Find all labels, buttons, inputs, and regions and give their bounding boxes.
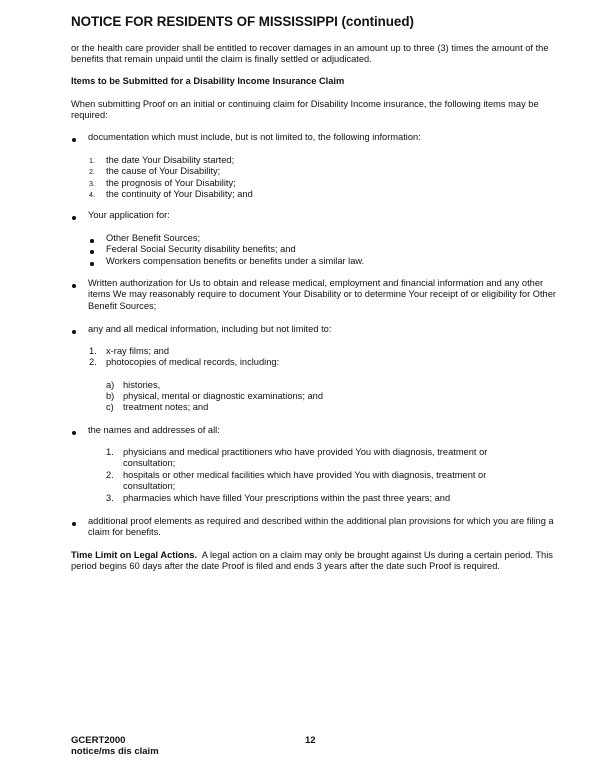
sub-item-text: the cause of Your Disability;	[106, 166, 221, 176]
list-item-text: any and all medical information, including but not limited to:	[88, 324, 332, 334]
sub-item-text: x-ray films; and	[106, 346, 170, 356]
footer-form-code: GCERT2000	[71, 735, 126, 746]
time-limit-text: A legal action on a claim may only be brought against Us during a certain period. This period begins 60 days after the date Proof is filed and ends 3 years after the date such Proof is required.	[71, 550, 553, 572]
list-marker: 1.	[89, 156, 95, 165]
list-marker: 3.	[106, 493, 114, 503]
list-marker: 1.	[106, 447, 114, 457]
list-item-text: additional proof elements as required and described within the additional plan provisions for which you are filing a claim for benefits.	[88, 516, 554, 538]
sub-item-text: hospitals or other medical facilities which have provided You with diagnosis, treatment or consultation;	[123, 470, 487, 492]
bullet-icon	[72, 138, 76, 142]
sub-item-text: physicians and medical practitioners who have provided You with diagnosis, treatment or consultation;	[123, 447, 488, 469]
bullet-icon	[72, 431, 76, 435]
bullet-icon	[72, 284, 76, 288]
sub-item-text: the continuity of Your Disability; and	[106, 189, 253, 199]
list-marker: 2.	[89, 167, 95, 176]
page-title: NOTICE FOR RESIDENTS OF MISSISSIPPI (continued)	[71, 14, 414, 29]
list-marker: 4.	[89, 190, 95, 199]
sub-item-text: pharmacies which have filled Your prescriptions within the past three years; and	[123, 493, 451, 503]
time-limit-paragraph	[71, 550, 561, 573]
list-marker: 3.	[89, 179, 95, 188]
bullet-icon	[72, 216, 76, 220]
bullet-icon	[72, 330, 76, 334]
section-intro: When submitting Proof on an initial or continuing claim for Disability Income insurance, the following items may be required:	[71, 99, 539, 121]
footer-form-name: notice/ms dis claim	[71, 746, 159, 757]
list-marker: 1.	[89, 346, 97, 356]
sub-item-text: photocopies of medical records, including:	[106, 357, 280, 367]
list-item-text: Written authorization for Us to obtain and release medical, employment and financial information and any other items We may reasonably require to document Your Disability or to determine Your receipt of or eligibility for Other Benefit Sources;	[88, 278, 556, 311]
list-marker: a)	[106, 380, 115, 390]
sub-item-text: the date Your Disability started;	[106, 155, 235, 165]
list-item-text: Your application for:	[88, 210, 170, 220]
sub-item-text: Federal Social Security disability benefits; and	[106, 244, 296, 254]
section-heading: Items to be Submitted for a Disability Income Insurance Claim	[71, 76, 345, 86]
bullet-icon	[90, 250, 94, 254]
sub-item-text: the prognosis of Your Disability;	[106, 178, 236, 188]
bullet-icon	[90, 262, 94, 266]
bullet-icon	[90, 239, 94, 243]
list-marker: 2.	[89, 357, 97, 367]
sub-item-text: Other Benefit Sources;	[106, 233, 201, 243]
sub-sub-item-text: treatment notes; and	[123, 402, 209, 412]
footer-page-number: 12	[305, 735, 316, 746]
list-marker: c)	[106, 402, 114, 412]
sub-sub-item-text: histories,	[123, 380, 161, 390]
list-marker: 2.	[106, 470, 114, 480]
list-item-text: documentation which must include, but is not limited to, the following information:	[88, 132, 421, 142]
sub-item-text: Workers compensation benefits or benefits under a similar law.	[106, 256, 365, 266]
sub-sub-item-text: physical, mental or diagnostic examinations; and	[123, 391, 323, 401]
intro-paragraph: or the health care provider shall be entitled to recover damages in an amount up to three (3) times the amount of the benefits that remain unpaid until the claim is finally settled or adjudicated.	[71, 43, 549, 65]
time-limit-heading: Time Limit on Legal Actions.	[71, 550, 198, 560]
list-item-text: the names and addresses of all:	[88, 425, 220, 435]
list-marker: b)	[106, 391, 115, 401]
bullet-icon	[72, 522, 76, 526]
